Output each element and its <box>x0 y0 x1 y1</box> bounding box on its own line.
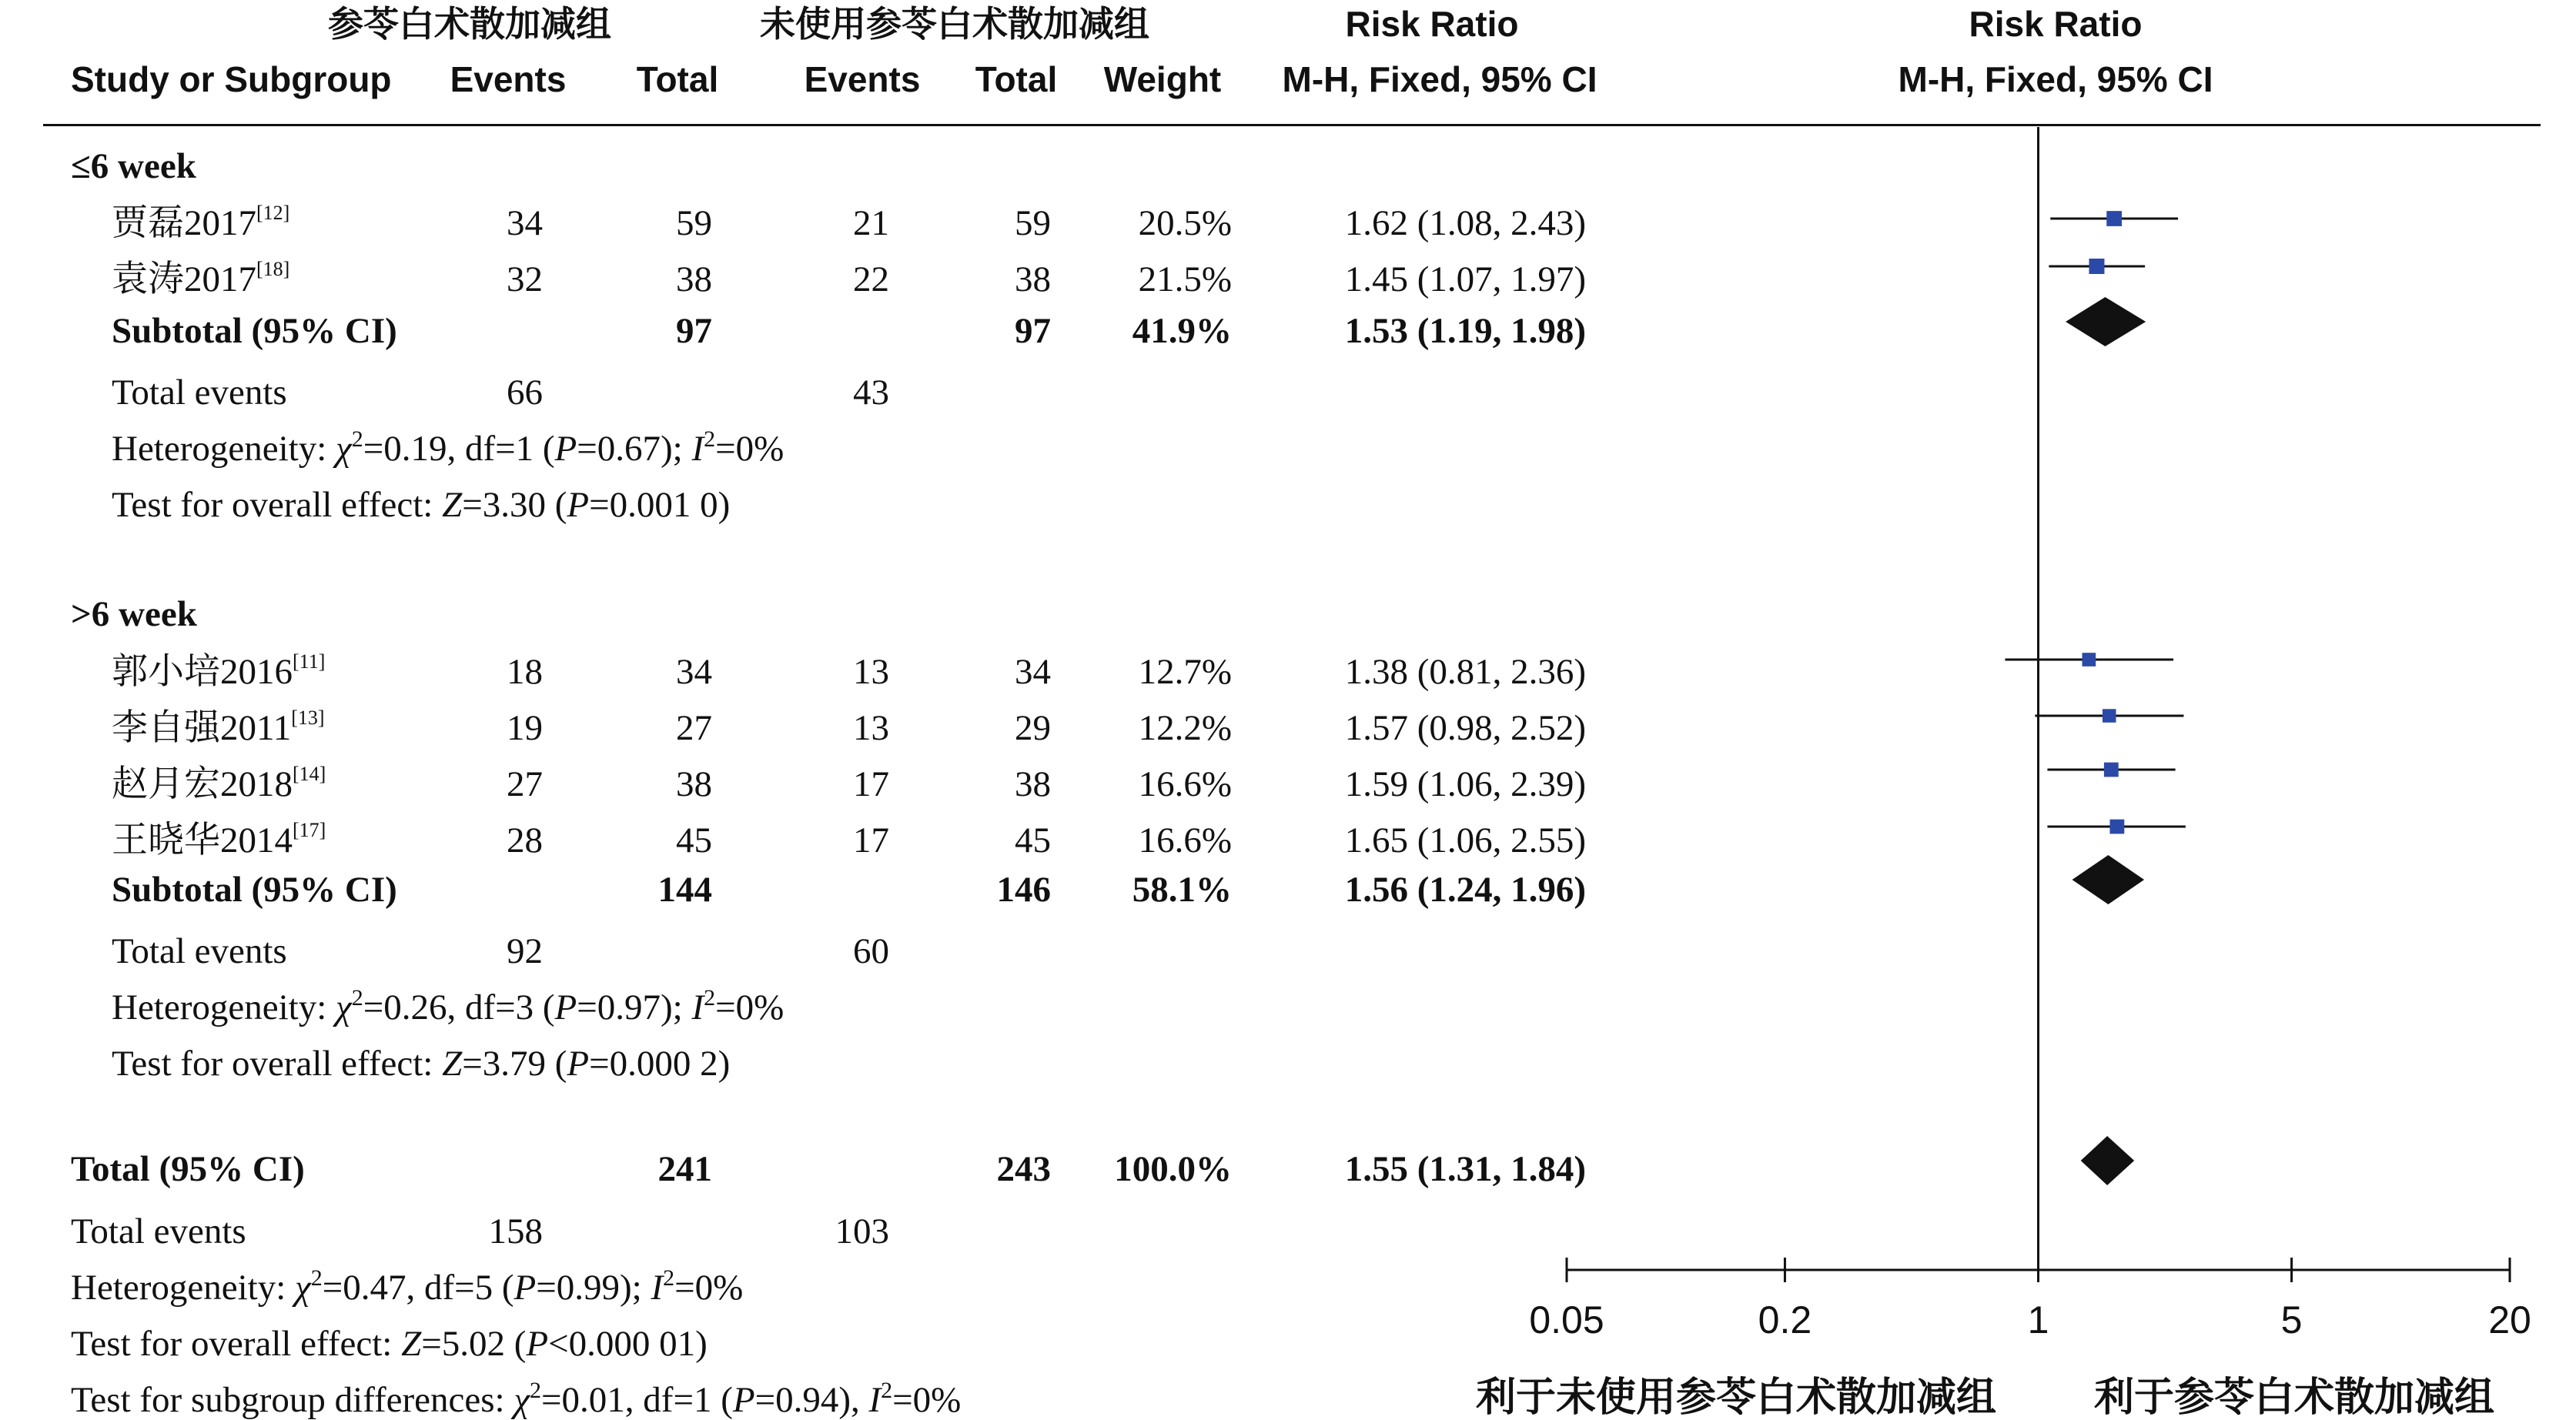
subtotal-weight: 58.1% <box>1132 870 1232 910</box>
subtotal-total-ctrl: 97 <box>1015 311 1051 351</box>
subtotal-total-exp: 97 <box>676 311 712 351</box>
total-ci: 1.55 (1.31, 1.84) <box>1344 1149 1586 1189</box>
study-name: 袁涛2017[18] <box>112 258 290 299</box>
events-ctrl-cell: 17 <box>853 820 889 860</box>
total-exp-cell: 27 <box>676 708 712 748</box>
favours-control-label: 利于未使用参苓白术散加减组 <box>1475 1375 1996 1420</box>
weight-header: Weight <box>1103 59 1222 99</box>
total-exp-cell: 38 <box>676 764 712 804</box>
study-point <box>2103 709 2116 723</box>
events-ctrl-cell: 22 <box>853 259 889 299</box>
subgroup-title: ≤6 week <box>71 146 196 186</box>
events-ctrl-cell: 21 <box>853 203 889 243</box>
study-point <box>2109 820 2124 834</box>
total-ctrl-cell: 45 <box>1015 820 1051 860</box>
subtotal-total-ctrl: 146 <box>996 870 1051 910</box>
subtotal-ci: 1.53 (1.19, 1.98) <box>1344 311 1586 351</box>
pooled-diamond <box>2072 855 2144 904</box>
total-events-exp: 158 <box>488 1211 543 1251</box>
study-name: 王晓华2014[17] <box>112 819 326 860</box>
overall-effect-text: Test for overall effect: Z=3.79 (P=0.000 2) <box>112 1044 731 1084</box>
total-weight: 100.0% <box>1114 1149 1232 1189</box>
study-point <box>2083 653 2096 667</box>
total-ctrl-cell: 29 <box>1015 708 1051 748</box>
weight-cell: 21.5% <box>1138 259 1232 299</box>
study-name: 李自强2011[13] <box>112 707 325 748</box>
total-exp-cell: 45 <box>676 820 712 860</box>
total-events-label: Total events <box>112 931 287 971</box>
total-ctrl-cell: 34 <box>1015 652 1051 692</box>
total-events-label: Total events <box>112 373 287 413</box>
ci-cell: 1.62 (1.08, 2.43) <box>1344 203 1586 243</box>
events-ctrl-header: Events <box>804 59 921 99</box>
study-name: 赵月宏2018[14] <box>112 763 326 804</box>
study-point <box>2104 763 2119 777</box>
study-column-header: Study or Subgroup <box>71 59 392 99</box>
weight-cell: 12.2% <box>1138 708 1232 748</box>
total-label: Total (95% CI) <box>71 1149 305 1189</box>
risk-ratio-column-title: Risk Ratio <box>1345 4 1519 44</box>
events-ctrl-cell: 13 <box>853 652 889 692</box>
total-ctrl-cell: 59 <box>1015 203 1051 243</box>
x-axis-tick-label: 0.2 <box>1758 1298 1812 1341</box>
x-axis-tick-label: 5 <box>2280 1298 2303 1341</box>
subtotal-total-exp: 144 <box>657 870 712 910</box>
total-exp-header: Total <box>636 59 719 99</box>
weight-cell: 12.7% <box>1138 652 1232 692</box>
study-name: 贾磊2017[12] <box>112 202 290 243</box>
heterogeneity-text: Heterogeneity: $\chi^2=0.47$, df=5 (P=0.99); $I^2=0\%$ <box>71 1265 744 1308</box>
subtotal-weight: 41.9% <box>1132 311 1232 351</box>
group-ctrl-header: 未使用参苓白术散加减组 <box>760 4 1149 44</box>
ci-cell: 1.45 (1.07, 1.97) <box>1344 259 1586 299</box>
ci-cell: 1.65 (1.06, 2.55) <box>1344 820 1586 860</box>
x-axis-tick-label: 0.05 <box>1529 1298 1604 1341</box>
method-column-header: M-H, Fixed, 95% CI <box>1282 59 1597 99</box>
total-total-exp: 241 <box>657 1149 712 1189</box>
subtotal-label: Subtotal (95% CI) <box>112 870 397 910</box>
total-ctrl-header: Total <box>975 59 1058 99</box>
total-exp-cell: 59 <box>676 203 712 243</box>
heterogeneity-text: Heterogeneity: $\chi^2=0.19$, df=1 (P=0.67); $I^2=0\%$ <box>112 426 785 469</box>
total-events-exp: 92 <box>507 931 543 971</box>
x-axis-tick-label: 1 <box>2027 1298 2049 1341</box>
total-events-ctrl: 43 <box>853 373 889 413</box>
weight-cell: 16.6% <box>1138 764 1232 804</box>
events-ctrl-cell: 13 <box>853 708 889 748</box>
total-exp-cell: 38 <box>676 259 712 299</box>
ci-cell: 1.59 (1.06, 2.39) <box>1344 764 1586 804</box>
ci-cell: 1.57 (0.98, 2.52) <box>1344 708 1586 748</box>
events-exp-cell: 32 <box>507 259 543 299</box>
total-total-ctrl: 243 <box>996 1149 1051 1189</box>
study-point <box>2089 259 2104 274</box>
subtotal-label: Subtotal (95% CI) <box>112 311 397 351</box>
events-exp-cell: 27 <box>507 764 543 804</box>
study-name: 郭小培2016[11] <box>112 650 326 692</box>
total-ctrl-cell: 38 <box>1015 764 1051 804</box>
heterogeneity-text: Heterogeneity: $\chi^2=0.26$, df=3 (P=0.97); $I^2=0\%$ <box>112 985 785 1027</box>
overall-effect-text: Test for overall effect: Z=5.02 (P<0.000 01) <box>71 1324 708 1364</box>
events-ctrl-cell: 17 <box>853 764 889 804</box>
weight-cell: 20.5% <box>1138 203 1232 243</box>
overall-effect-text: Test for overall effect: Z=3.30 (P=0.001 0) <box>112 485 731 525</box>
favours-experimental-label: 利于参苓白术散加减组 <box>2093 1375 2494 1420</box>
x-axis-tick-label: 20 <box>2488 1298 2531 1341</box>
events-exp-cell: 28 <box>507 820 543 860</box>
ci-cell: 1.38 (0.81, 2.36) <box>1344 652 1586 692</box>
study-point <box>2106 211 2122 226</box>
subtotal-ci: 1.56 (1.24, 1.96) <box>1344 870 1586 910</box>
method-plot-header: M-H, Fixed, 95% CI <box>1898 59 2213 99</box>
group-exp-header: 参苓白术散加减组 <box>328 4 611 44</box>
pooled-diamond <box>2081 1136 2134 1185</box>
events-exp-cell: 19 <box>507 708 543 748</box>
events-exp-cell: 18 <box>507 652 543 692</box>
total-ctrl-cell: 38 <box>1015 259 1051 299</box>
total-events-label: Total events <box>71 1211 246 1251</box>
events-exp-cell: 34 <box>507 203 543 243</box>
risk-ratio-plot-title: Risk Ratio <box>1969 4 2143 44</box>
subgroup-differences-text: Test for subgroup differences: $\chi^2=0.01$, df=1 (P=0.94), $I^2=0\%$ <box>71 1378 962 1420</box>
events-exp-header: Events <box>450 59 567 99</box>
weight-cell: 16.6% <box>1138 820 1232 860</box>
total-events-ctrl: 60 <box>853 931 889 971</box>
total-events-exp: 66 <box>507 373 543 413</box>
subgroup-title: >6 week <box>71 594 197 634</box>
total-events-ctrl: 103 <box>835 1211 889 1251</box>
total-exp-cell: 34 <box>676 652 712 692</box>
pooled-diamond <box>2066 297 2146 346</box>
